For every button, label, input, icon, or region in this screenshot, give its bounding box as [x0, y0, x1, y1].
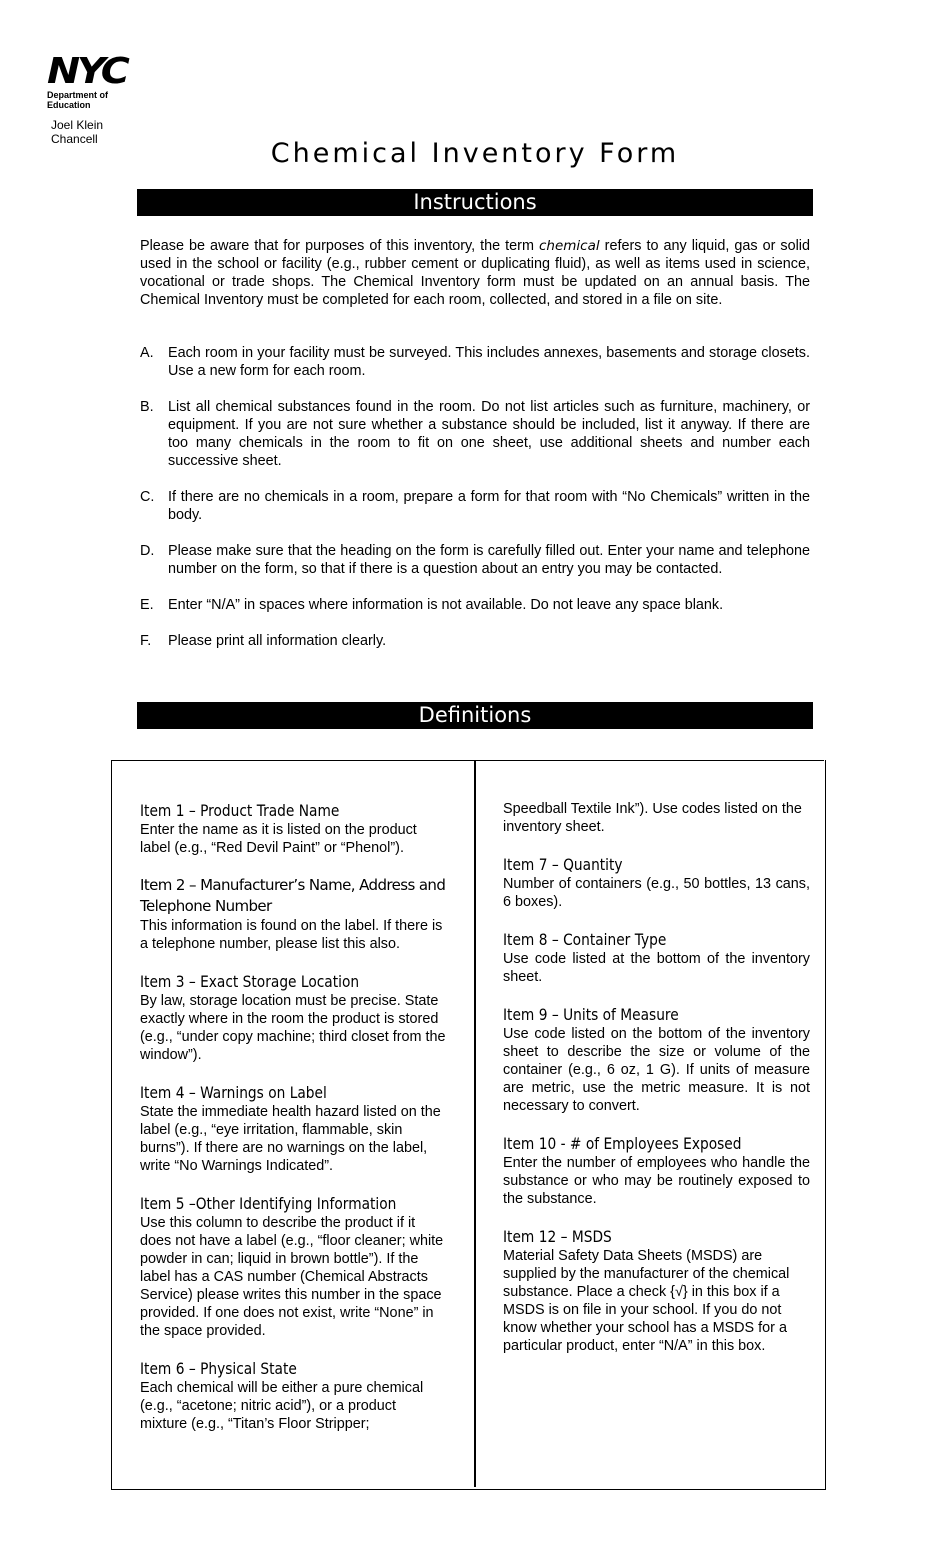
- intro-text-before: Please be aware that for purposes of this inventory, the term: [140, 238, 539, 254]
- definitions-box-top-border-left: [111, 760, 474, 761]
- definition-title: Item 12 – MSDS: [503, 1227, 612, 1246]
- definition-body: Use code listed at the bottom of the inventory sheet.: [503, 951, 810, 985]
- instruction-item: [140, 344, 810, 380]
- nyc-doe-logo: [47, 51, 127, 110]
- definition-body: Each chemical will be either a pure chemical (e.g., “acetone; nitric acid”), or a product mixture (e.g., “Titan’s Floor Stripper;: [140, 1380, 424, 1432]
- instruction-item: [140, 632, 810, 650]
- intro-text-after: refers to any liquid, gas or solid used in the school or facility (e.g., rubber cement or duplicating fluid), as well as items used in science, vocational or trade shops. The Chemical Inventory form must be updated on an annual basis. The Chemical Inventory must be completed for each room, collected, and stored in a file on site.: [140, 238, 811, 308]
- instruction-text: Each room in your facility must be surveyed. This includes annexes, basements and storage closets. Use a new form for each room.: [168, 345, 810, 379]
- instruction-text: If there are no chemicals in a room, prepare a form for that room with “No Chemicals” written in the body.: [168, 489, 810, 523]
- definition-item: [140, 1193, 447, 1340]
- definition-item: [503, 929, 810, 986]
- definition-title: Item 6 – Physical State: [140, 1359, 297, 1378]
- definition-continuation: Speedball Textile Ink”). Use codes listed on the inventory sheet.: [503, 801, 802, 835]
- definitions-left-column: [140, 800, 447, 1451]
- definition-title: Item 4 – Warnings on Label: [140, 1083, 327, 1102]
- definition-title: Item 2 – Manufacturer’s Name, Address and Telephone Number: [140, 876, 446, 915]
- definition-body: Number of containers (e.g., 50 bottles, 13 cans, 6 boxes).: [503, 876, 810, 910]
- instructions-intro: [140, 237, 810, 309]
- definition-title: Item 9 – Units of Measure: [503, 1005, 679, 1024]
- instruction-letter: F.: [140, 633, 152, 649]
- definition-item: [503, 1133, 810, 1208]
- instruction-item: [140, 596, 810, 614]
- definition-body: Enter the name as it is listed on the product label (e.g., “Red Devil Paint” or “Phenol”).: [140, 822, 417, 856]
- instruction-letter: D.: [140, 543, 155, 559]
- definition-title: Item 1 – Product Trade Name: [140, 801, 340, 820]
- definition-item: [503, 1226, 810, 1355]
- definition-title: Item 8 – Container Type: [503, 930, 667, 949]
- definition-item: [503, 854, 810, 911]
- page-title: Chemical Inventory Form: [270, 138, 680, 169]
- definition-item: [140, 875, 447, 953]
- definition-title: Item 5 –Other Identifying Information: [140, 1194, 397, 1213]
- definition-title: Item 10 - # of Employees Exposed: [503, 1134, 742, 1153]
- definition-body: Enter the number of employees who handle the substance or who may be routinely exposed to the substance.: [503, 1155, 810, 1207]
- definition-body: Material Safety Data Sheets (MSDS) are supplied by the manufacturer of the chemical substance. Place a check {√} in this box if a MSDS is on file in your school. If you do not know whether your school has a MSDS for a particular product, enter “N/A” in this box.: [503, 1248, 790, 1354]
- instruction-letter: E.: [140, 597, 154, 613]
- department-name: Department of Education: [47, 90, 109, 110]
- instruction-item: [140, 488, 810, 524]
- instructions-heading: Instructions: [137, 189, 813, 216]
- instruction-text: Please make sure that the heading on the form is carefully filled out. Enter your name and telephone number on the form, so that if there is a question about an entry you may be contacted.: [168, 543, 810, 577]
- definition-body: Use this column to describe the product if it does not have a label (e.g., “floor cleaner; white powder in can; liquid in brown bottle”). If the label has a CAS number (Chemical Abstracts Service) please writes this number in the space provided. If one does not exist, write “None” in the space provided.: [140, 1215, 444, 1339]
- instruction-letter: C.: [140, 489, 155, 505]
- instruction-letter: B.: [140, 399, 154, 415]
- definition-item: [140, 1082, 447, 1175]
- instructions-list: [140, 344, 810, 668]
- instruction-item: [140, 542, 810, 578]
- definition-title: Item 7 – Quantity: [503, 855, 623, 874]
- chancellor-name: Joel Klein Chancell: [51, 118, 104, 146]
- definition-body: State the immediate health hazard listed on the label (e.g., “eye irritation, flammable, skin burns”). If there are no warnings on the label, write “No Warnings Indicated”.: [140, 1104, 441, 1174]
- definitions-heading: Definitions: [137, 702, 813, 729]
- definition-body: Use code listed on the bottom of the inventory sheet to describe the size or volume of the container (e.g., 6 oz, 1 G). If units of measure are metric, use the metric measure. It is not necessary to convert.: [503, 1026, 810, 1114]
- instruction-item: [140, 398, 810, 470]
- instruction-text: List all chemical substances found in the room. Do not list articles such as furniture, machinery, or equipment. If you are not sure whether a substance should be included, list it anyway. If there are too many chemicals in the room to fit on one sheet, use additional sheets and number each successive sheet.: [168, 399, 810, 469]
- intro-term: chemical: [539, 238, 600, 254]
- definition-item: [140, 971, 447, 1064]
- definitions-right-column: [503, 800, 810, 1373]
- definition-body: By law, storage location must be precise. State exactly where in the room the product is stored (e.g., “under copy machine; third closet from the window”).: [140, 993, 446, 1063]
- logo-mark: NYC: [47, 51, 127, 92]
- definition-item: [140, 1358, 447, 1433]
- definition-body: This information is found on the label. If there is a telephone number, please list this also.: [140, 918, 443, 952]
- instruction-letter: A.: [140, 345, 154, 361]
- definition-item: [503, 1004, 810, 1115]
- definitions-column-divider: [474, 760, 476, 1487]
- instruction-text: Please print all information clearly.: [168, 633, 387, 649]
- definition-item: [140, 800, 447, 857]
- definition-title: Item 3 – Exact Storage Location: [140, 972, 360, 991]
- instruction-text: Enter “N/A” in spaces where information is not available. Do not leave any space blank.: [168, 597, 724, 613]
